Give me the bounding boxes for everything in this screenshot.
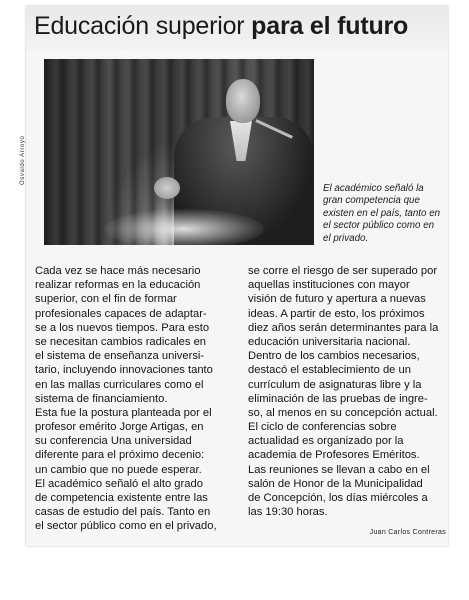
body-line: academia de Profesores Eméritos.	[248, 449, 420, 462]
caption-line: existen en el país, tanto en	[323, 207, 441, 219]
body-line: superior, con el fin de formar	[35, 293, 177, 306]
caption-line: el sector público como en	[323, 220, 435, 232]
body-line: el sistema de enseñanza universi-	[35, 350, 205, 363]
body-line: casas de estudio del país. Tanto en	[35, 506, 211, 519]
body-line: eliminación de las pruebas de ingre-	[248, 392, 428, 405]
body-line: realizar reformas en la educación	[35, 279, 201, 292]
body-line: aquellas instituciones con mayor	[248, 279, 410, 292]
article-column-right	[248, 264, 458, 519]
body-line: Cada vez se hace más necesario	[35, 265, 201, 277]
body-line: se corre el riesgo de ser superado por	[248, 265, 438, 277]
photo-caption	[323, 183, 451, 245]
body-line: destacó el establecimiento de un	[248, 364, 411, 377]
body-line: El académico señaló el alto grado	[35, 477, 203, 490]
body-line: Esta fue la postura planteada por el	[35, 406, 212, 419]
article-photo	[44, 59, 314, 245]
body-line: se a los nuevos tiempos. Para esto	[35, 321, 210, 334]
body-line: El ciclo de conferencias sobre	[248, 421, 397, 434]
body-line: diferente para el próximo decenio:	[35, 449, 205, 462]
photo-speaker-hand	[154, 177, 180, 199]
body-line: se necesitan cambios radicales en	[35, 335, 207, 348]
photo-light-glare	[104, 209, 264, 245]
body-line: su conferencia Una universidad	[35, 435, 192, 448]
body-line: Dentro de los cambios necesarios,	[248, 350, 420, 363]
body-line: de competencia existente entre las	[35, 492, 208, 504]
body-line: educación universitaria nacional.	[248, 335, 411, 348]
headline-light: Educación superior	[34, 12, 245, 40]
photo-speaker-head	[226, 79, 260, 123]
body-line: de Concepción, los días miércoles a	[248, 492, 428, 504]
body-line: visión de futuro y apertura a nuevas	[248, 293, 426, 306]
article-column-left	[35, 264, 245, 534]
body-line: en las mallas curriculares como el	[35, 378, 204, 391]
caption-line: gran competencia que	[323, 195, 420, 207]
body-line: profesionales capaces de adaptar-	[35, 307, 207, 320]
body-line: sistema de financiamiento.	[35, 392, 168, 405]
article-headline	[34, 10, 444, 44]
body-line: el sector público como en el privado,	[35, 520, 217, 533]
body-line: currículum de asignaturas libre y la	[248, 378, 422, 391]
body-line: un cambio que no puede esperar.	[35, 463, 202, 476]
caption-line: El académico señaló la	[323, 183, 424, 194]
caption-line: el privado.	[323, 232, 369, 244]
headline-strong: para el futuro	[251, 12, 409, 40]
body-line: so, al menos en su concepción actual.	[248, 406, 438, 419]
body-line: profesor emérito Jorge Artigas, en	[35, 421, 204, 434]
body-line: tario, incluyendo innovaciones tanto	[35, 364, 213, 377]
body-line: ideas. A partir de esto, los próximos	[248, 307, 425, 320]
body-line: Las reuniones se llevan a cabo en el	[248, 463, 430, 476]
author-byline: Juan Carlos Contreras	[369, 529, 446, 536]
body-line: diez años serán determinantes para la	[248, 321, 439, 334]
body-line: actualidad es organizado por la	[248, 435, 404, 448]
body-line: las 19:30 horas.	[248, 506, 328, 519]
photo-credit: Osvaldo Arroyo	[20, 135, 26, 185]
body-line: salón de Honor de la Municipalidad	[248, 477, 423, 490]
